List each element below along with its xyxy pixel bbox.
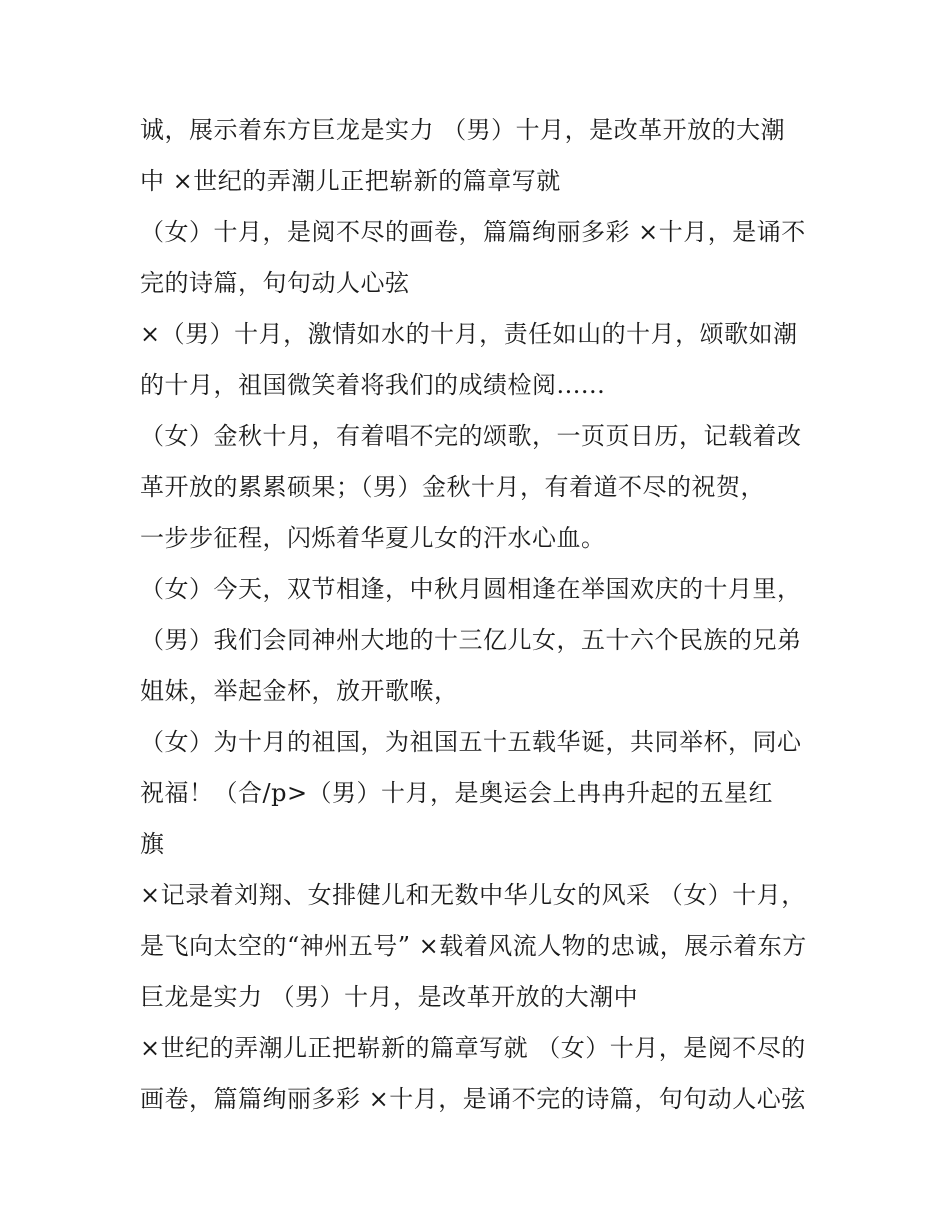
text-line: 中 ×世纪的弄潮儿正把崭新的篇章写就 [140,167,561,195]
text-line: 一步步征程，闪烁着华夏儿女的汗水心血。 [140,524,606,552]
text-line: （女）今天，双节相逢，中秋月圆相逢在举国欢庆的十月里， [140,575,802,603]
text-line: （女）十月，是阅不尽的画卷，篇篇绚丽多彩 ×十月，是诵不 [140,218,806,246]
text-line: 是飞向太空的“神州五号” ×载着风流人物的忠诚，展示着东方 [140,932,807,960]
text-line: ×记录着刘翔、女排健儿和无数中华儿女的风采 （女）十月， [140,881,806,909]
text-line: 完的诗篇，句句动人心弦 [140,269,410,297]
text-line: 巨龙是实力 （男）十月，是改革开放的大潮中 [140,983,639,1011]
text-line: ×（男）十月，激情如水的十月，责任如山的十月，颂歌如潮 [140,320,798,348]
text-line: （女）为十月的祖国，为祖国五十五载华诞，共同举杯，同心 [140,728,802,756]
text-line: 姐妹，举起金杯，放开歌喉， [140,677,459,705]
text-line: 诚，展示着东方巨龙是实力 （男）十月，是改革开放的大潮 [140,116,786,144]
text-line: 祝福！（合/p>（男）十月，是奥运会上冉冉升起的五星红 [140,779,774,807]
text-line: （女）金秋十月，有着唱不完的颂歌，一页页日历，记载着改 [140,422,802,450]
text-line: 画卷，篇篇绚丽多彩 ×十月，是诵不完的诗篇，句句动人心弦 [140,1085,806,1113]
text-line: 旗 [140,830,165,858]
text-line: ×世纪的弄潮儿正把崭新的篇章写就 （女）十月，是阅不尽的 [140,1034,806,1062]
text-line: （男）我们会同神州大地的十三亿儿女，五十六个民族的兄弟 [140,626,802,654]
text-line: 的十月，祖国微笑着将我们的成绩检阅...... [140,371,606,399]
document-body [140,105,830,1125]
text-line: 革开放的累累硕果；（男）金秋十月，有着道不尽的祝贺， [140,473,765,501]
